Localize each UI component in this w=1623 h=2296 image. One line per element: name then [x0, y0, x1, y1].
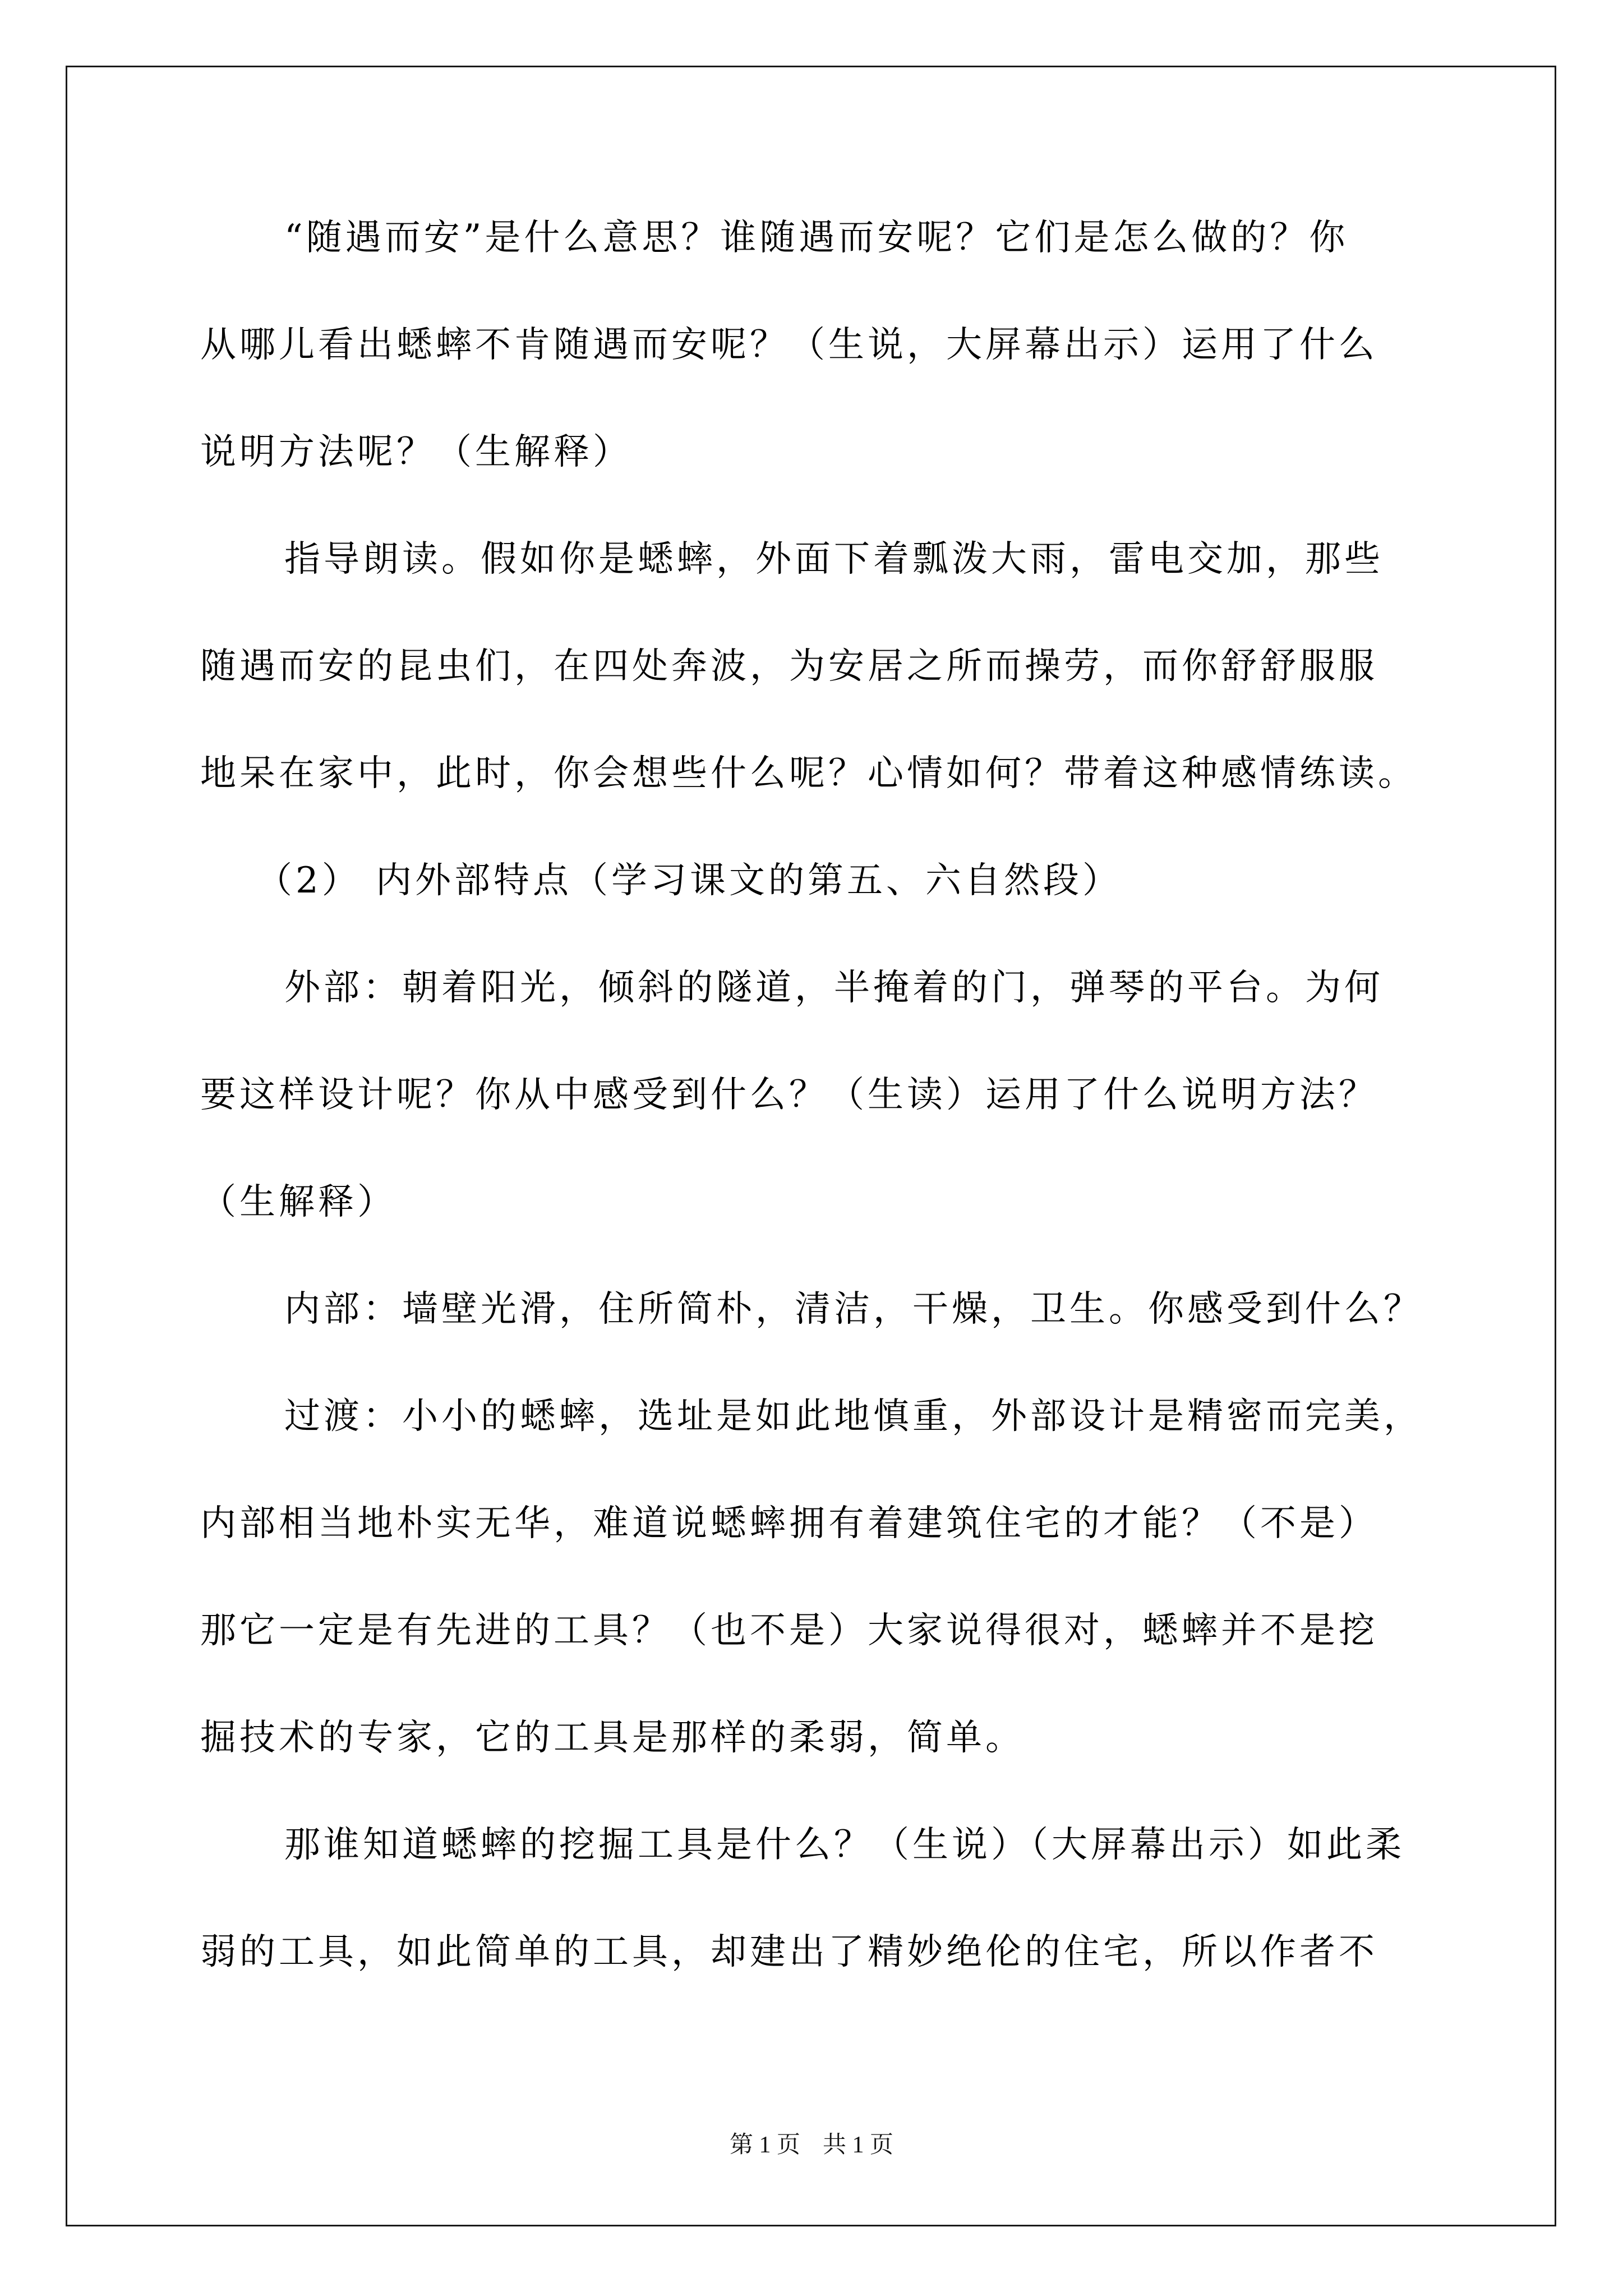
text-line: 要这样设计呢？你从中感受到什么？（生读）运用了什么说明方法？: [200, 1074, 1378, 1116]
text-line: 那它一定是有先进的工具？（也不是）大家说得很对，蟋蟀并不是挖: [200, 1610, 1378, 1651]
text-line: 地呆在家中，此时，你会想些什么呢？心情如何？带着这种感情练读。: [200, 753, 1417, 794]
text-line: （生解释）: [200, 1181, 396, 1223]
text-line: 从哪儿看出蟋蟀不肯随遇而安呢？（生说，大屏幕出示）运用了什么: [200, 324, 1378, 366]
text-line: 弱的工具，如此简单的工具，却建出了精妙绝伦的住宅，所以作者不: [200, 1931, 1378, 1973]
text-line: （2） 内外部特点（学习课文的第五、六自然段）: [256, 860, 1122, 901]
text-line: 那谁知道蟋蟀的挖掘工具是什么？（生说）（大屏幕出示）如此柔: [284, 1824, 1405, 1866]
text-line: 掘技术的专家，它的工具是那样的柔弱，简单。: [200, 1717, 1025, 1759]
document-body: [200, 217, 1434, 2041]
text-line: 说明方法呢？（生解释）: [200, 431, 632, 473]
page-number: 第 1 页: [729, 2132, 800, 2158]
text-line: 过渡：小小的蟋蟀，选址是如此地慎重，外部设计是精密而完美，: [284, 1396, 1423, 1437]
text-line: “随遇而安”是什么意思？谁随遇而安呢？它们是怎么做的？你: [284, 217, 1349, 259]
text-line: 指导朗读。假如你是蟋蟀，外面下着瓢泼大雨，雷电交加，那些: [284, 539, 1384, 580]
text-line: 随遇而安的昆虫们，在四处奔波，为安居之所而操劳，而你舒舒服服: [200, 646, 1378, 687]
text-line: 内部相当地朴实无华，难道说蟋蟀拥有着建筑住宅的才能？（不是）: [200, 1503, 1378, 1544]
text-line: 外部：朝着阳光，倾斜的隧道，半掩着的门，弹琴的平台。为何: [284, 967, 1384, 1009]
page-total: 共 1 页: [823, 2132, 894, 2158]
page-footer: [0, 2126, 1623, 2160]
text-line: 内部：墙壁光滑，住所简朴，清洁，干燥，卫生。你感受到什么？: [284, 1289, 1423, 1330]
